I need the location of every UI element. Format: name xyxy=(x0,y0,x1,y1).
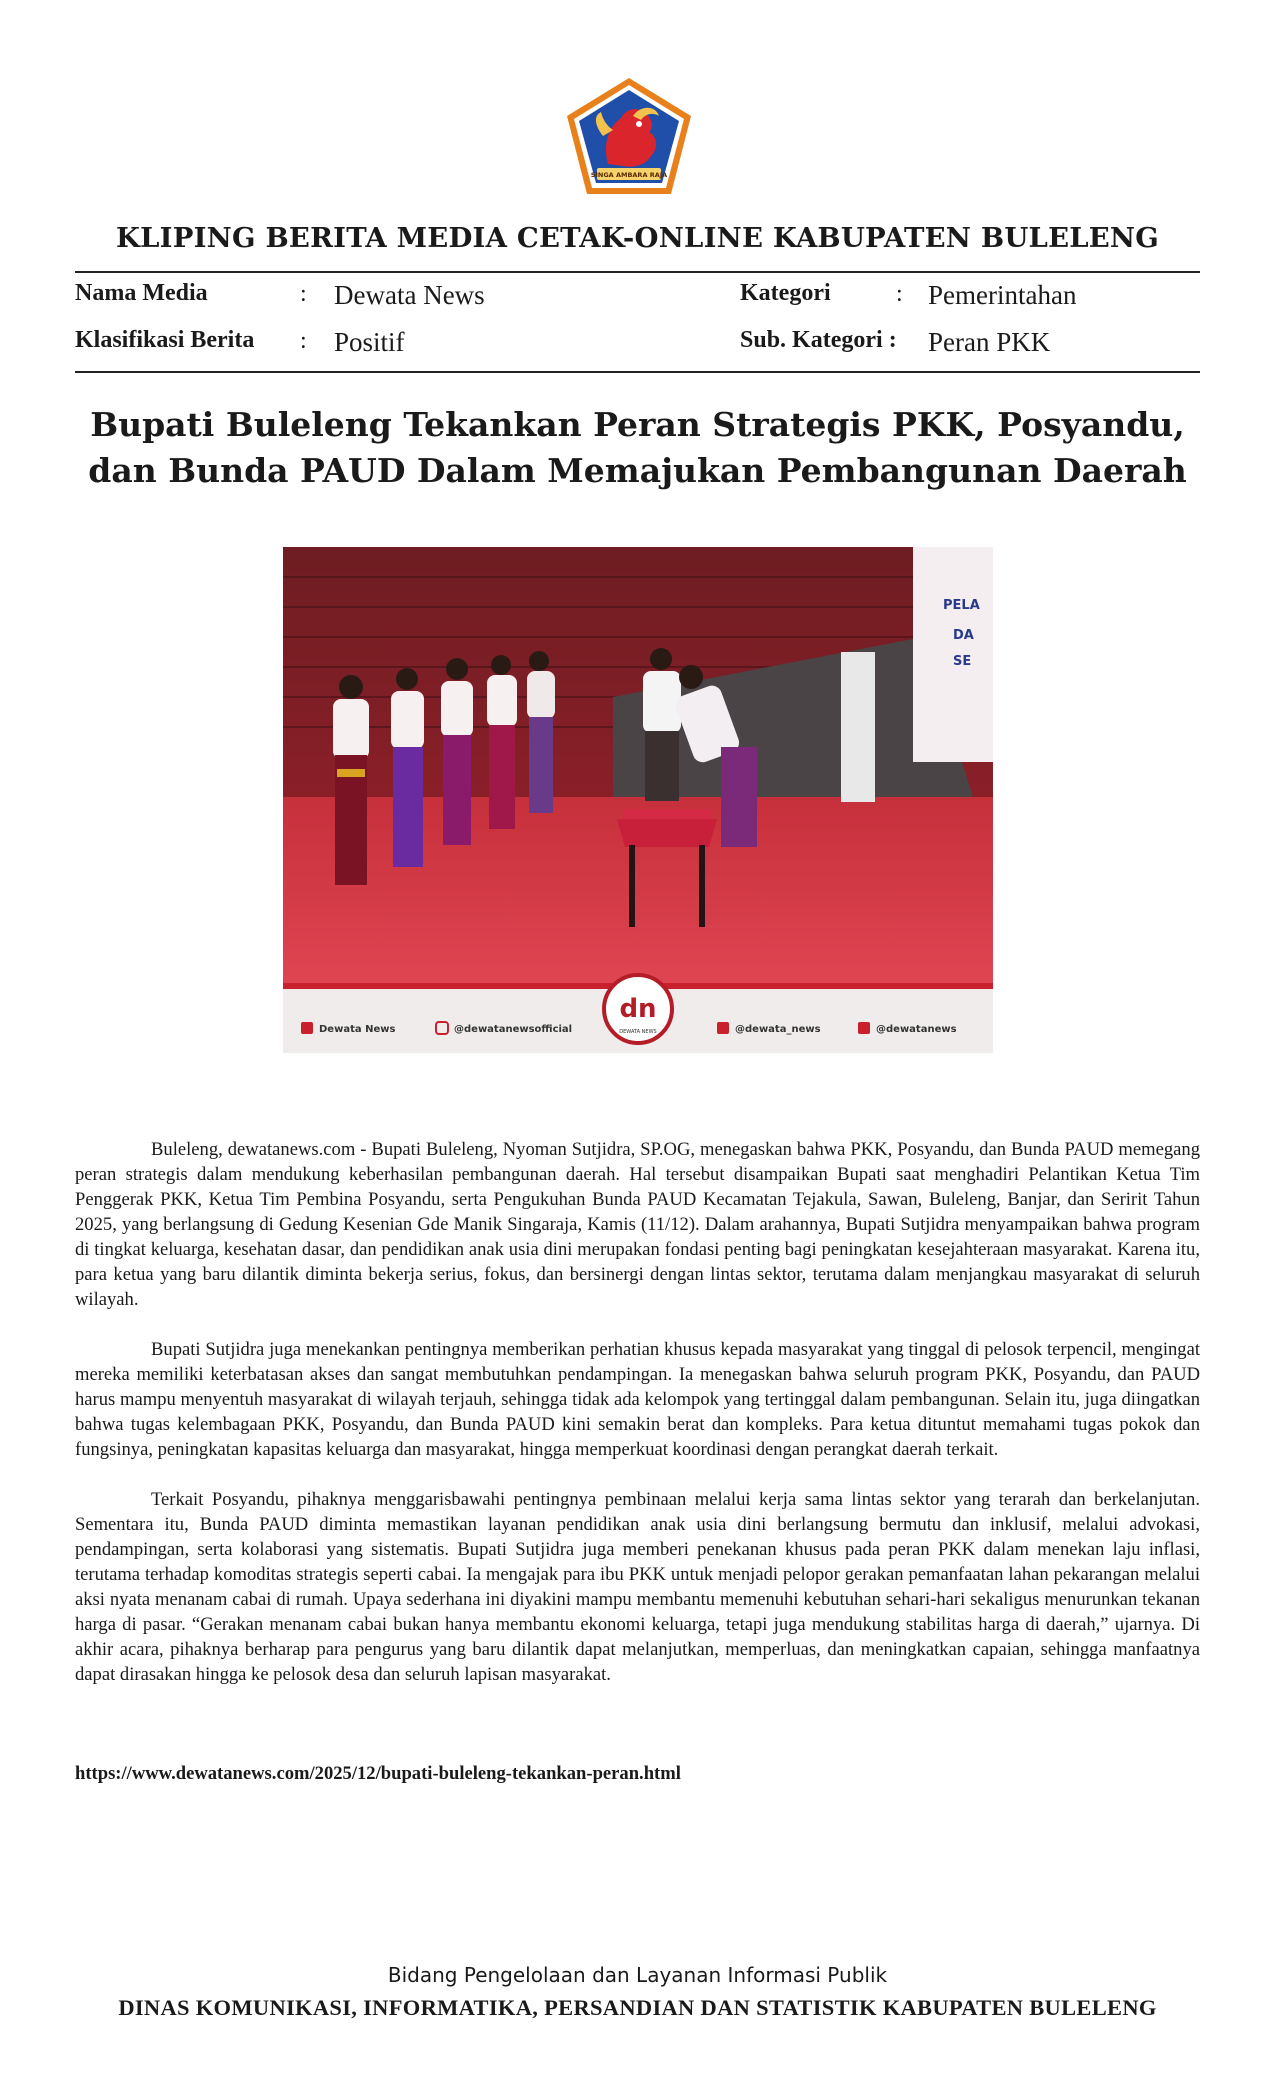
article-paragraph: Bupati Sutjidra juga menekankan pentingnya memberikan perhatian khusus kepada masyarakat yang tinggal di pelosok terpencil, mengingat mereka memiliki keterbatasan akses dan sangat membutuhkan pendampingan. Ia menegaskan bahwa seluruh program PKK, Posyandu, dan PAUD harus mampu menyentuh masyarakat di wilayah terjauh, sehingga tidak ada kelompok yang tertinggal dalam pembangunan. Selain itu, juga diingatkan bahwa tugas kelembagaan PKK, Posyandu, dan Bunda PAUD kini semakin berat dan kompleks. Para ketua dituntut memahami tugas pokok dan fungsinya, peningkatan kapasitas keluarga dan masyarakat, hingga memperkuat koordinasi dengan perangkat daerah terkait. xyxy=(75,1339,1200,1460)
classification-value: Positif xyxy=(334,327,405,357)
dewata-news-watermark xyxy=(604,975,672,1043)
svg-text:@dewatanewsofficial: @dewatanewsofficial xyxy=(454,1024,573,1035)
subcategory-label: Sub. Kategori : xyxy=(740,327,897,353)
media-value: Dewata News xyxy=(334,280,485,310)
svg-text:DEWATA NEWS: DEWATA NEWS xyxy=(619,1029,657,1035)
category-label: Kategori xyxy=(740,280,831,306)
document-header-title: KLIPING BERITA MEDIA CETAK-ONLINE KABUPATEN BULELENG xyxy=(116,222,1159,254)
buleleng-regency-crest-icon xyxy=(563,76,695,200)
svg-text:DA: DA xyxy=(953,628,974,643)
footer-department: Bidang Pengelolaan dan Layanan Informasi Publik xyxy=(387,1963,888,1987)
classification-colon: : xyxy=(300,328,307,354)
classification-label: Klasifikasi Berita xyxy=(75,327,255,353)
header-divider-top xyxy=(75,271,1200,273)
article-title: Bupati Buleleng Tekankan Peran Strategis PKK, Posyandu, dan Bunda PAUD Dalam Memajukan Pembangunan Daerah xyxy=(88,405,1187,490)
article-paragraph: Buleleng, dewatanews.com - Bupati Buleleng, Nyoman Sutjidra, SP.OG, menegaskan bahwa PKK, Posyandu, dan Bunda PAUD memegang peran strategis dalam mendukung keberhasilan pembangunan daerah. Hal tersebut disampaikan Bupati saat menghadiri Pelantikan Ketua Tim Penggerak PKK, Ketua Tim Pembina Posyandu, serta Pengukuhan Bunda PAUD Kecamatan Tejakula, Sawan, Buleleng, Banjar, dan Seririt Tahun 2025, yang berlangsung di Gedung Kesenian Gde Manik Singaraja, Kamis (11/12). Dalam arahannya, Bupati Sutjidra menyampaikan bahwa program di tingkat keluarga, kesehatan dasar, dan pendidikan anak usia dini merupakan fondasi penting bagi peningkatan kesejahteraan masyarakat. Karena itu, para ketua yang baru dilantik diminta bekerja serius, fokus, dan bersinergi dengan lintas sektor, terutama dalam menjangkau masyarakat di seluruh wilayah. xyxy=(75,1139,1200,1310)
tiktok-icon xyxy=(858,1022,870,1034)
header-divider-bottom xyxy=(75,371,1200,373)
article-photo xyxy=(283,547,993,1053)
facebook-icon xyxy=(301,1022,313,1034)
media-label: Nama Media xyxy=(75,280,208,306)
media-colon: : xyxy=(300,281,307,307)
subcategory-value: Peran PKK xyxy=(928,327,1051,357)
svg-text:@dewata_news: @dewata_news xyxy=(735,1024,821,1035)
svg-text:PELA: PELA xyxy=(943,598,980,613)
source-url: https://www.dewatanews.com/2025/12/bupati-buleleng-tekankan-peran.html xyxy=(75,1763,681,1784)
svg-text:Dewata News: Dewata News xyxy=(319,1024,396,1035)
article-body xyxy=(75,1137,1200,1712)
svg-text:@dewatanews: @dewatanews xyxy=(876,1024,957,1035)
crest-motto: SINGA AMBARA RAJA xyxy=(590,171,668,179)
svg-text:dn: dn xyxy=(619,994,657,1024)
category-colon: : xyxy=(896,281,903,307)
category-value: Pemerintahan xyxy=(928,280,1077,310)
svg-text:SE: SE xyxy=(953,654,972,669)
footer-agency: DINAS KOMUNIKASI, INFORMATIKA, PERSANDIAN DAN STATISTIK KABUPATEN BULELENG xyxy=(118,1995,1157,2020)
twitter-icon xyxy=(717,1022,729,1034)
article-paragraph: Terkait Posyandu, pihaknya menggarisbawahi pentingnya pembinaan melalui kerja sama lintas sektor yang terarah dan berkelanjutan. Sementara itu, Bunda PAUD diminta memastikan layanan pendidikan anak usia dini berlangsung bermutu dan inklusif, melalui advokasi, pendampingan, serta kolaborasi yang sistematis. Bupati Sutjidra juga memberi penekanan khusus pada peran PKK dalam menekan laju inflasi, terutama terhadap komoditas strategis seperti cabai. Ia mengajak para ibu PKK untuk menjadi pelopor gerakan pemanfaatan lahan pekarangan melalui aksi nyata menanam cabai di rumah. Upaya sederhana ini diyakini mampu membantu memenuhi kebutuhan sehari-hari sekaligus menurunkan tekanan harga di pasar. “Gerakan menanam cabai bukan hanya membantu ekonomi keluarga, tetapi juga mendukung stabilitas harga di daerah,” ujarnya. Di akhir acara, pihaknya berharap para pengurus yang baru dilantik dapat melanjutkan, memperluas, dan meningkatkan capaian, sehingga manfaatnya dapat dirasakan hingga ke pelosok desa dan seluruh lapisan masyarakat. xyxy=(75,1489,1200,1685)
